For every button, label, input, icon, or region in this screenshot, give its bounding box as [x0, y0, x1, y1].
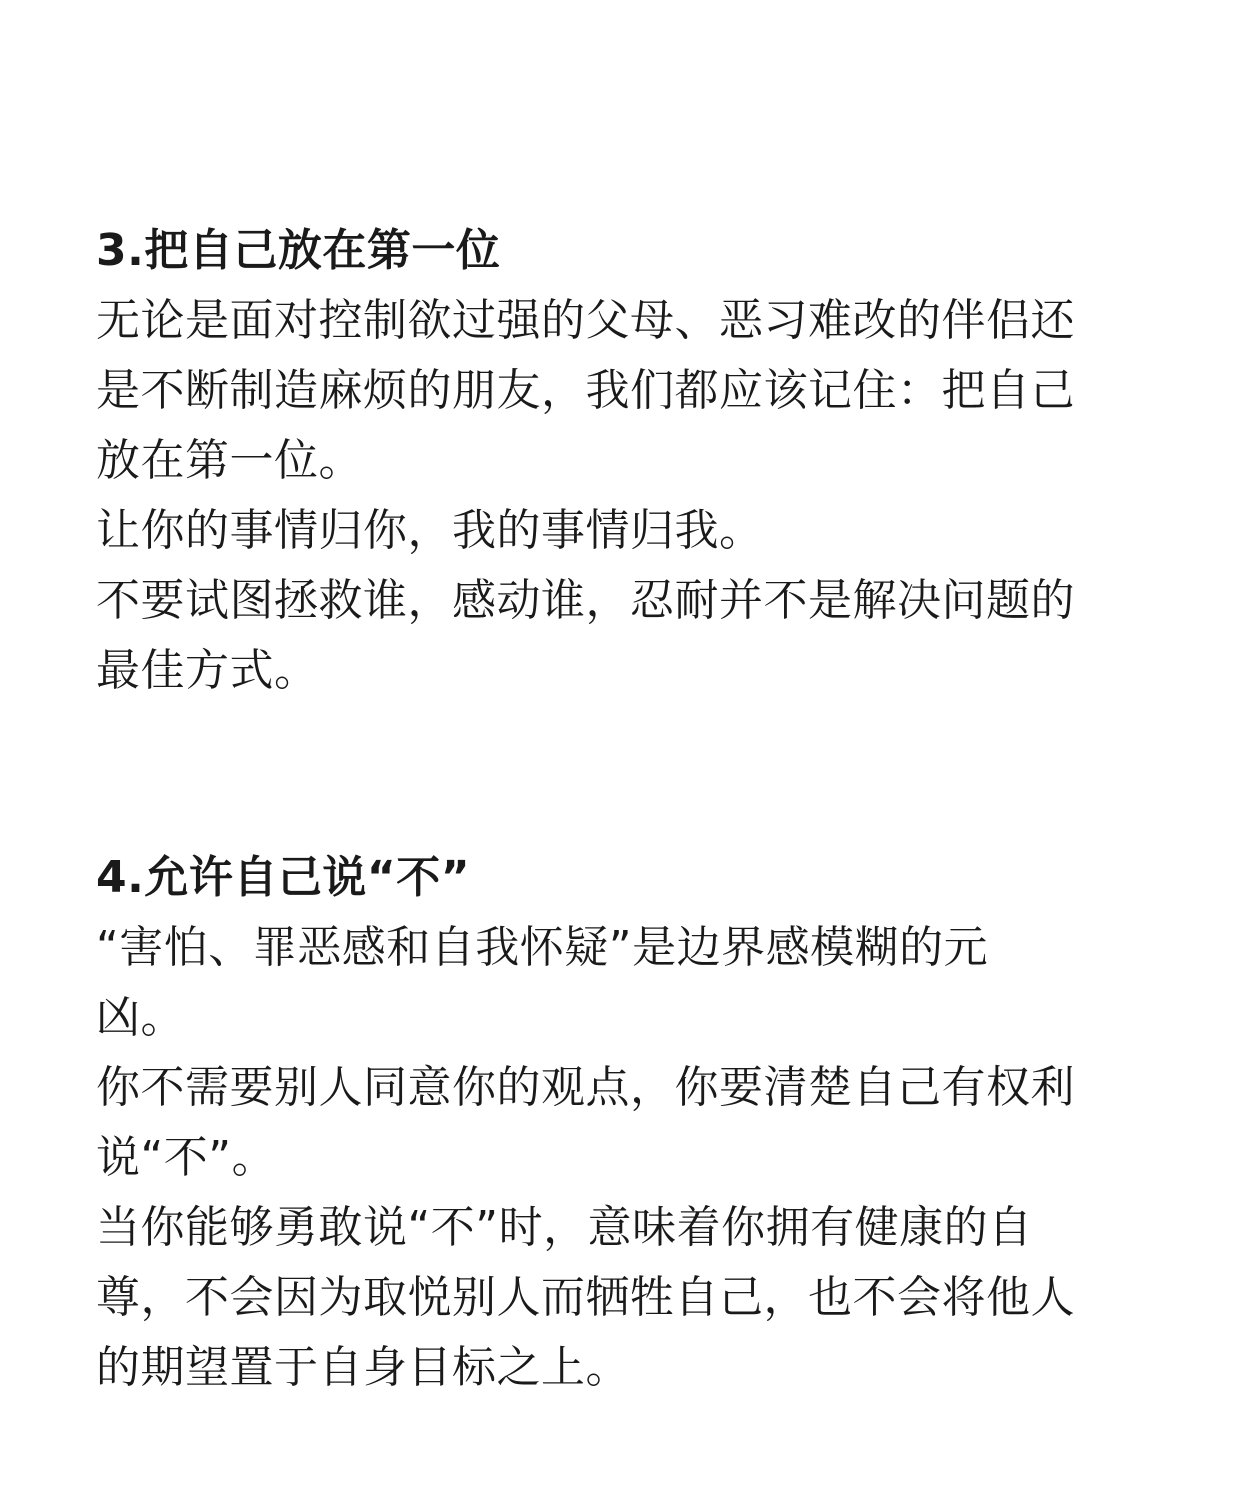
- paragraph-line: 无论是面对控制欲过强的父母、恶习难改的伴侣还: [96, 295, 1075, 346]
- paragraph-line: 凶。: [96, 992, 185, 1043]
- paragraph-line: 最佳方式。: [96, 645, 319, 696]
- paragraph-line: “害怕、罪恶感和自我怀疑”是边界感模糊的元: [96, 922, 989, 973]
- paragraph-line: 说“不”。: [96, 1132, 277, 1183]
- section-heading: 4.允许自己说“不”: [96, 852, 471, 903]
- paragraph-line: 尊，不会因为取悦别人而牺牲自己，也不会将他人: [96, 1272, 1075, 1323]
- section-allow-saying-no: [96, 843, 1156, 1403]
- paragraph-line: 不要试图拯救谁，感动谁，忍耐并不是解决问题的: [96, 575, 1075, 626]
- paragraph-line: 让你的事情归你，我的事情归我。: [96, 505, 764, 556]
- paragraph-line: 是不断制造麻烦的朋友，我们都应该记住：把自己: [96, 365, 1075, 416]
- section-heading: 3.把自己放在第一位: [96, 225, 501, 276]
- paragraph-line: 当你能够勇敢说“不”时，意味着你拥有健康的自: [96, 1202, 1033, 1253]
- paragraph-line: 你不需要别人同意你的观点，你要清楚自己有权利: [96, 1062, 1075, 1113]
- paragraph-line: 的期望置于自身目标之上。: [96, 1342, 630, 1393]
- section-put-yourself-first: [96, 216, 1156, 706]
- paragraph-line: 放在第一位。: [96, 435, 363, 486]
